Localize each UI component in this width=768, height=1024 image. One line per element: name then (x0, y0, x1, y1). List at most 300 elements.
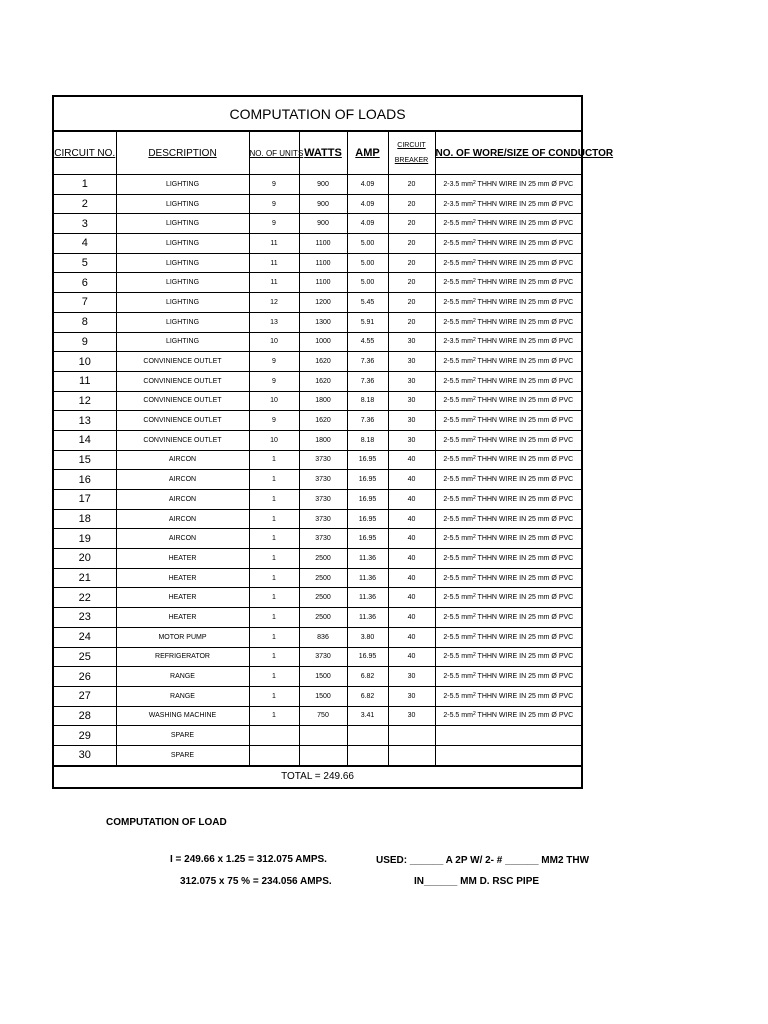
cell-conductor (435, 371, 582, 391)
cell-description: CONVINIENCE OUTLET (116, 352, 249, 372)
conductor-unit-exponent: 2 (472, 475, 476, 482)
cell-watts (299, 726, 347, 746)
cell-description: RANGE (116, 686, 249, 706)
cell-watts: 1000 (299, 332, 347, 352)
cell-circuit-no: 17 (53, 490, 116, 510)
cell-amp: 4.55 (347, 332, 388, 352)
cell-watts: 1100 (299, 273, 347, 293)
cell-units: 1 (249, 686, 299, 706)
table-row (53, 371, 582, 391)
cell-amp: 16.95 (347, 529, 388, 549)
cell-watts: 900 (299, 175, 347, 195)
conductor-size: 2-5.5 mm (443, 298, 473, 306)
cell-amp: 4.09 (347, 194, 388, 214)
cell-units: 10 (249, 430, 299, 450)
cell-units: 9 (249, 214, 299, 234)
cell-conductor (435, 391, 582, 411)
cell-amp: 8.18 (347, 391, 388, 411)
conductor-unit-exponent: 2 (472, 494, 476, 501)
conductor-size: 2-5.5 mm (443, 318, 473, 326)
conductor-unit-exponent: 2 (472, 435, 476, 442)
conductor-size: 2-3.5 mm (443, 200, 473, 208)
cell-units: 9 (249, 352, 299, 372)
table-row (53, 490, 582, 510)
table-row (53, 352, 582, 372)
conductor-spec: THHN WIRE IN 25 mm Ø PVC (475, 476, 574, 484)
cell-units: 1 (249, 627, 299, 647)
cell-breaker: 40 (388, 490, 435, 510)
cell-breaker: 30 (388, 430, 435, 450)
conductor-size: 2-5.5 mm (443, 456, 473, 464)
cell-circuit-no: 16 (53, 470, 116, 490)
cell-description: LIGHTING (116, 175, 249, 195)
conductor-unit-exponent: 2 (472, 238, 476, 245)
cell-conductor (435, 214, 582, 234)
conductor-unit-exponent: 2 (472, 455, 476, 462)
cell-description: SPARE (116, 745, 249, 765)
cell-amp: 16.95 (347, 509, 388, 529)
cell-circuit-no: 21 (53, 568, 116, 588)
cell-watts: 3730 (299, 647, 347, 667)
cell-breaker: 30 (388, 371, 435, 391)
cell-description: LIGHTING (116, 332, 249, 352)
cell-breaker: 20 (388, 234, 435, 254)
table-row (53, 745, 582, 765)
table-row (53, 214, 582, 234)
table-row (53, 647, 582, 667)
cell-amp: 16.95 (347, 450, 388, 470)
col-watts: WATTS (299, 131, 347, 175)
cell-amp: 16.95 (347, 490, 388, 510)
table-row (53, 608, 582, 628)
cell-watts: 1620 (299, 371, 347, 391)
conductor-spec: THHN WIRE IN 25 mm Ø PVC (475, 298, 574, 306)
cell-amp: 4.09 (347, 175, 388, 195)
cell-amp: 7.36 (347, 411, 388, 431)
cell-breaker: 40 (388, 470, 435, 490)
title-row (53, 96, 582, 131)
cell-conductor (435, 608, 582, 628)
cell-watts: 900 (299, 194, 347, 214)
cell-watts: 3730 (299, 529, 347, 549)
cell-conductor (435, 667, 582, 687)
cell-watts: 1800 (299, 430, 347, 450)
cell-amp: 5.00 (347, 253, 388, 273)
cell-units: 9 (249, 411, 299, 431)
cell-watts: 3730 (299, 450, 347, 470)
conductor-spec: THHN WIRE IN 25 mm Ø PVC (475, 436, 574, 444)
cell-description: CONVINIENCE OUTLET (116, 430, 249, 450)
cell-units (249, 745, 299, 765)
table-row (53, 391, 582, 411)
cell-breaker (388, 745, 435, 765)
conductor-unit-exponent: 2 (472, 416, 476, 423)
cell-breaker: 20 (388, 273, 435, 293)
conductor-spec: THHN WIRE IN 25 mm Ø PVC (475, 495, 574, 503)
conductor-unit-exponent: 2 (472, 652, 476, 659)
cell-watts: 3730 (299, 490, 347, 510)
cell-circuit-no: 8 (53, 312, 116, 332)
cell-circuit-no: 5 (53, 253, 116, 273)
cell-conductor (435, 490, 582, 510)
conductor-size: 2-5.5 mm (443, 495, 473, 503)
cell-amp (347, 726, 388, 746)
cell-breaker: 20 (388, 293, 435, 313)
conductor-unit-exponent: 2 (472, 691, 476, 698)
conductor-spec: THHN WIRE IN 25 mm Ø PVC (475, 535, 574, 543)
conductor-spec: THHN WIRE IN 25 mm Ø PVC (475, 220, 574, 228)
cell-description: LIGHTING (116, 273, 249, 293)
table-row (53, 293, 582, 313)
cell-units: 9 (249, 194, 299, 214)
cell-conductor (435, 627, 582, 647)
cell-description: CONVINIENCE OUTLET (116, 371, 249, 391)
calc-line-1-text: I = 249.66 x 1.25 = 312.075 AMPS. (170, 854, 327, 865)
cell-units: 1 (249, 549, 299, 569)
conductor-size: 2-5.5 mm (443, 358, 473, 366)
cell-conductor (435, 234, 582, 254)
cell-amp: 5.91 (347, 312, 388, 332)
cell-breaker: 40 (388, 627, 435, 647)
conductor-size: 2-5.5 mm (443, 692, 473, 700)
conductor-spec: THHN WIRE IN 25 mm Ø PVC (475, 712, 574, 720)
conductor-unit-exponent: 2 (472, 337, 476, 344)
cell-watts: 750 (299, 706, 347, 726)
conductor-unit-exponent: 2 (472, 297, 476, 304)
cell-circuit-no: 10 (53, 352, 116, 372)
cell-circuit-no: 1 (53, 175, 116, 195)
cell-watts: 2500 (299, 549, 347, 569)
conductor-size: 2-5.5 mm (443, 436, 473, 444)
conductor-spec: THHN WIRE IN 25 mm Ø PVC (475, 673, 574, 681)
table-row (53, 588, 582, 608)
col-conductor: NO. OF WORE/SIZE OF CONDUCTOR (435, 131, 582, 175)
table-row (53, 686, 582, 706)
conductor-spec: THHN WIRE IN 25 mm Ø PVC (475, 653, 574, 661)
cell-amp: 5.45 (347, 293, 388, 313)
cell-units: 11 (249, 234, 299, 254)
conductor-spec: THHN WIRE IN 25 mm Ø PVC (475, 692, 574, 700)
table-row (53, 411, 582, 431)
conductor-unit-exponent: 2 (472, 514, 476, 521)
cell-conductor (435, 175, 582, 195)
cell-conductor (435, 332, 582, 352)
cell-description: LIGHTING (116, 194, 249, 214)
cell-description: SPARE (116, 726, 249, 746)
conductor-unit-exponent: 2 (472, 612, 476, 619)
cell-description: MOTOR PUMP (116, 627, 249, 647)
cell-breaker: 20 (388, 175, 435, 195)
table-row (53, 568, 582, 588)
cell-conductor (435, 194, 582, 214)
cell-amp: 3.80 (347, 627, 388, 647)
conductor-spec: THHN WIRE IN 25 mm Ø PVC (475, 200, 574, 208)
cell-units: 1 (249, 470, 299, 490)
conductor-spec: THHN WIRE IN 25 mm Ø PVC (475, 358, 574, 366)
cell-amp: 7.36 (347, 352, 388, 372)
cell-description: REFRIGERATOR (116, 647, 249, 667)
conductor-unit-exponent: 2 (472, 711, 476, 718)
cell-units: 10 (249, 332, 299, 352)
table-row (53, 253, 582, 273)
cell-breaker: 30 (388, 411, 435, 431)
cell-description: CONVINIENCE OUTLET (116, 391, 249, 411)
cell-units: 1 (249, 450, 299, 470)
cell-description: LIGHTING (116, 312, 249, 332)
table-row (53, 273, 582, 293)
cell-units: 11 (249, 253, 299, 273)
conductor-unit-exponent: 2 (472, 672, 476, 679)
cell-description: HEATER (116, 608, 249, 628)
table-row (53, 667, 582, 687)
table-row (53, 549, 582, 569)
cell-conductor (435, 706, 582, 726)
table-row (53, 627, 582, 647)
cell-units: 1 (249, 568, 299, 588)
cell-conductor (435, 745, 582, 765)
cell-amp: 16.95 (347, 647, 388, 667)
conductor-unit-exponent: 2 (472, 396, 476, 403)
cell-circuit-no: 30 (53, 745, 116, 765)
used-line-2: IN______ MM D. RSC PIPE (414, 876, 540, 887)
conductor-size: 2-5.5 mm (443, 653, 473, 661)
cell-breaker: 20 (388, 253, 435, 273)
cell-description: AIRCON (116, 450, 249, 470)
conductor-size: 2-5.5 mm (443, 712, 473, 720)
calc-line-2: 312.075 x 75 % = 234.056 AMPS. (180, 876, 332, 887)
cell-watts: 3730 (299, 470, 347, 490)
cell-breaker: 40 (388, 568, 435, 588)
cell-description: RANGE (116, 667, 249, 687)
conductor-size: 2-5.5 mm (443, 476, 473, 484)
conductor-size: 2-5.5 mm (443, 535, 473, 543)
cell-amp: 5.00 (347, 234, 388, 254)
cell-circuit-no: 11 (53, 371, 116, 391)
conductor-spec: THHN WIRE IN 25 mm Ø PVC (475, 180, 574, 188)
cell-circuit-no: 23 (53, 608, 116, 628)
cell-watts: 1100 (299, 234, 347, 254)
conductor-spec: THHN WIRE IN 25 mm Ø PVC (475, 633, 574, 641)
cell-watts: 3730 (299, 509, 347, 529)
conductor-spec: THHN WIRE IN 25 mm Ø PVC (475, 456, 574, 464)
cell-description: WASHING MACHINE (116, 706, 249, 726)
cell-watts: 1620 (299, 352, 347, 372)
cell-description: LIGHTING (116, 234, 249, 254)
conductor-size: 2-3.5 mm (443, 180, 473, 188)
col-circuit-no: CIRCUIT NO. (53, 131, 116, 175)
cell-units: 1 (249, 529, 299, 549)
cell-circuit-no: 26 (53, 667, 116, 687)
summary-heading: COMPUTATION OF LOAD (106, 817, 227, 828)
conductor-unit-exponent: 2 (472, 258, 476, 265)
cell-units: 9 (249, 175, 299, 195)
conductor-unit-exponent: 2 (472, 573, 476, 580)
cell-circuit-no: 25 (53, 647, 116, 667)
col-amp: AMP (347, 131, 388, 175)
cell-watts: 1500 (299, 667, 347, 687)
table-row (53, 450, 582, 470)
cell-description: HEATER (116, 549, 249, 569)
conductor-unit-exponent: 2 (472, 593, 476, 600)
cell-circuit-no: 9 (53, 332, 116, 352)
conductor-size: 2-5.5 mm (443, 613, 473, 621)
conductor-spec: THHN WIRE IN 25 mm Ø PVC (475, 259, 574, 267)
cell-description: AIRCON (116, 529, 249, 549)
cell-watts: 1500 (299, 686, 347, 706)
table-row (53, 529, 582, 549)
cell-breaker: 30 (388, 352, 435, 372)
conductor-unit-exponent: 2 (472, 199, 476, 206)
cell-circuit-no: 18 (53, 509, 116, 529)
cell-breaker: 40 (388, 549, 435, 569)
cell-conductor (435, 470, 582, 490)
table-row (53, 194, 582, 214)
cell-watts: 1200 (299, 293, 347, 313)
conductor-spec: THHN WIRE IN 25 mm Ø PVC (475, 554, 574, 562)
cell-description: HEATER (116, 568, 249, 588)
conductor-spec: THHN WIRE IN 25 mm Ø PVC (475, 239, 574, 247)
cell-watts: 1800 (299, 391, 347, 411)
table-row (53, 430, 582, 450)
cell-conductor (435, 293, 582, 313)
conductor-size: 2-5.5 mm (443, 377, 473, 385)
cell-circuit-no: 13 (53, 411, 116, 431)
cell-conductor (435, 253, 582, 273)
conductor-unit-exponent: 2 (472, 632, 476, 639)
cell-circuit-no: 3 (53, 214, 116, 234)
cell-conductor (435, 647, 582, 667)
table-row (53, 234, 582, 254)
table-row (53, 509, 582, 529)
cell-conductor (435, 273, 582, 293)
conductor-unit-exponent: 2 (472, 534, 476, 541)
table-row (53, 175, 582, 195)
cell-watts: 836 (299, 627, 347, 647)
cell-units: 1 (249, 588, 299, 608)
cell-amp: 8.18 (347, 430, 388, 450)
conductor-spec: THHN WIRE IN 25 mm Ø PVC (475, 397, 574, 405)
conductor-spec: THHN WIRE IN 25 mm Ø PVC (475, 574, 574, 582)
cell-watts: 2500 (299, 568, 347, 588)
cell-conductor (435, 686, 582, 706)
cell-description: AIRCON (116, 470, 249, 490)
header-row (53, 131, 582, 175)
cell-conductor (435, 430, 582, 450)
cell-description: LIGHTING (116, 293, 249, 313)
conductor-unit-exponent: 2 (472, 357, 476, 364)
cell-breaker: 20 (388, 312, 435, 332)
cell-breaker: 40 (388, 608, 435, 628)
conductor-spec: THHN WIRE IN 25 mm Ø PVC (475, 318, 574, 326)
loads-table (52, 95, 614, 789)
conductor-spec: THHN WIRE IN 25 mm Ø PVC (475, 279, 574, 287)
conductor-size: 2-3.5 mm (443, 338, 473, 346)
cell-watts: 1300 (299, 312, 347, 332)
cell-description: HEATER (116, 588, 249, 608)
cell-conductor (435, 509, 582, 529)
cell-units: 9 (249, 371, 299, 391)
cell-breaker: 30 (388, 667, 435, 687)
cell-circuit-no: 4 (53, 234, 116, 254)
cell-breaker: 30 (388, 391, 435, 411)
conductor-unit-exponent: 2 (472, 278, 476, 285)
cell-description: CONVINIENCE OUTLET (116, 411, 249, 431)
cell-amp: 3.41 (347, 706, 388, 726)
conductor-spec: THHN WIRE IN 25 mm Ø PVC (475, 515, 574, 523)
conductor-size: 2-5.5 mm (443, 594, 473, 602)
cell-watts: 2500 (299, 608, 347, 628)
cell-circuit-no: 6 (53, 273, 116, 293)
table-row (53, 726, 582, 746)
cell-breaker (388, 726, 435, 746)
cell-watts: 1620 (299, 411, 347, 431)
cell-conductor (435, 312, 582, 332)
conductor-spec: THHN WIRE IN 25 mm Ø PVC (475, 338, 574, 346)
cell-breaker: 20 (388, 214, 435, 234)
conductor-spec: THHN WIRE IN 25 mm Ø PVC (475, 417, 574, 425)
cell-amp: 16.95 (347, 470, 388, 490)
conductor-size: 2-5.5 mm (443, 220, 473, 228)
conductor-unit-exponent: 2 (472, 219, 476, 226)
calc-line-1 (170, 854, 327, 865)
cell-conductor (435, 588, 582, 608)
cell-breaker: 40 (388, 647, 435, 667)
cell-circuit-no: 20 (53, 549, 116, 569)
conductor-unit-exponent: 2 (472, 317, 476, 324)
cell-watts: 2500 (299, 588, 347, 608)
cell-units: 1 (249, 608, 299, 628)
conductor-size: 2-5.5 mm (443, 673, 473, 681)
cell-conductor (435, 411, 582, 431)
used-line-1: USED: ______ A 2P W/ 2- # ______ MM2 THW (376, 855, 590, 866)
cell-breaker: 40 (388, 450, 435, 470)
cell-circuit-no: 12 (53, 391, 116, 411)
cell-breaker: 40 (388, 529, 435, 549)
cell-units: 1 (249, 647, 299, 667)
cell-conductor (435, 529, 582, 549)
cell-breaker: 20 (388, 194, 435, 214)
table-title: COMPUTATION OF LOADS (53, 96, 582, 131)
conductor-size: 2-5.5 mm (443, 239, 473, 247)
cell-breaker: 40 (388, 588, 435, 608)
table-row (53, 470, 582, 490)
cell-circuit-no: 15 (53, 450, 116, 470)
cell-description: LIGHTING (116, 214, 249, 234)
conductor-size: 2-5.5 mm (443, 515, 473, 523)
conductor-spec: THHN WIRE IN 25 mm Ø PVC (475, 613, 574, 621)
conductor-size: 2-5.5 mm (443, 259, 473, 267)
cell-circuit-no: 24 (53, 627, 116, 647)
cell-units: 13 (249, 312, 299, 332)
cell-amp: 11.36 (347, 568, 388, 588)
cell-units: 1 (249, 667, 299, 687)
col-circuit-breaker: CIRCUIT BREAKER (388, 131, 435, 175)
cell-conductor (435, 568, 582, 588)
cell-amp: 11.36 (347, 608, 388, 628)
cell-circuit-no: 28 (53, 706, 116, 726)
total-row (53, 766, 582, 788)
table-row (53, 332, 582, 352)
table-row (53, 706, 582, 726)
conductor-unit-exponent: 2 (472, 553, 476, 560)
cell-circuit-no: 27 (53, 686, 116, 706)
cell-watts: 1100 (299, 253, 347, 273)
cell-circuit-no: 14 (53, 430, 116, 450)
cell-amp: 6.82 (347, 667, 388, 687)
conductor-size: 2-5.5 mm (443, 554, 473, 562)
conductor-size: 2-5.5 mm (443, 397, 473, 405)
table-row (53, 312, 582, 332)
